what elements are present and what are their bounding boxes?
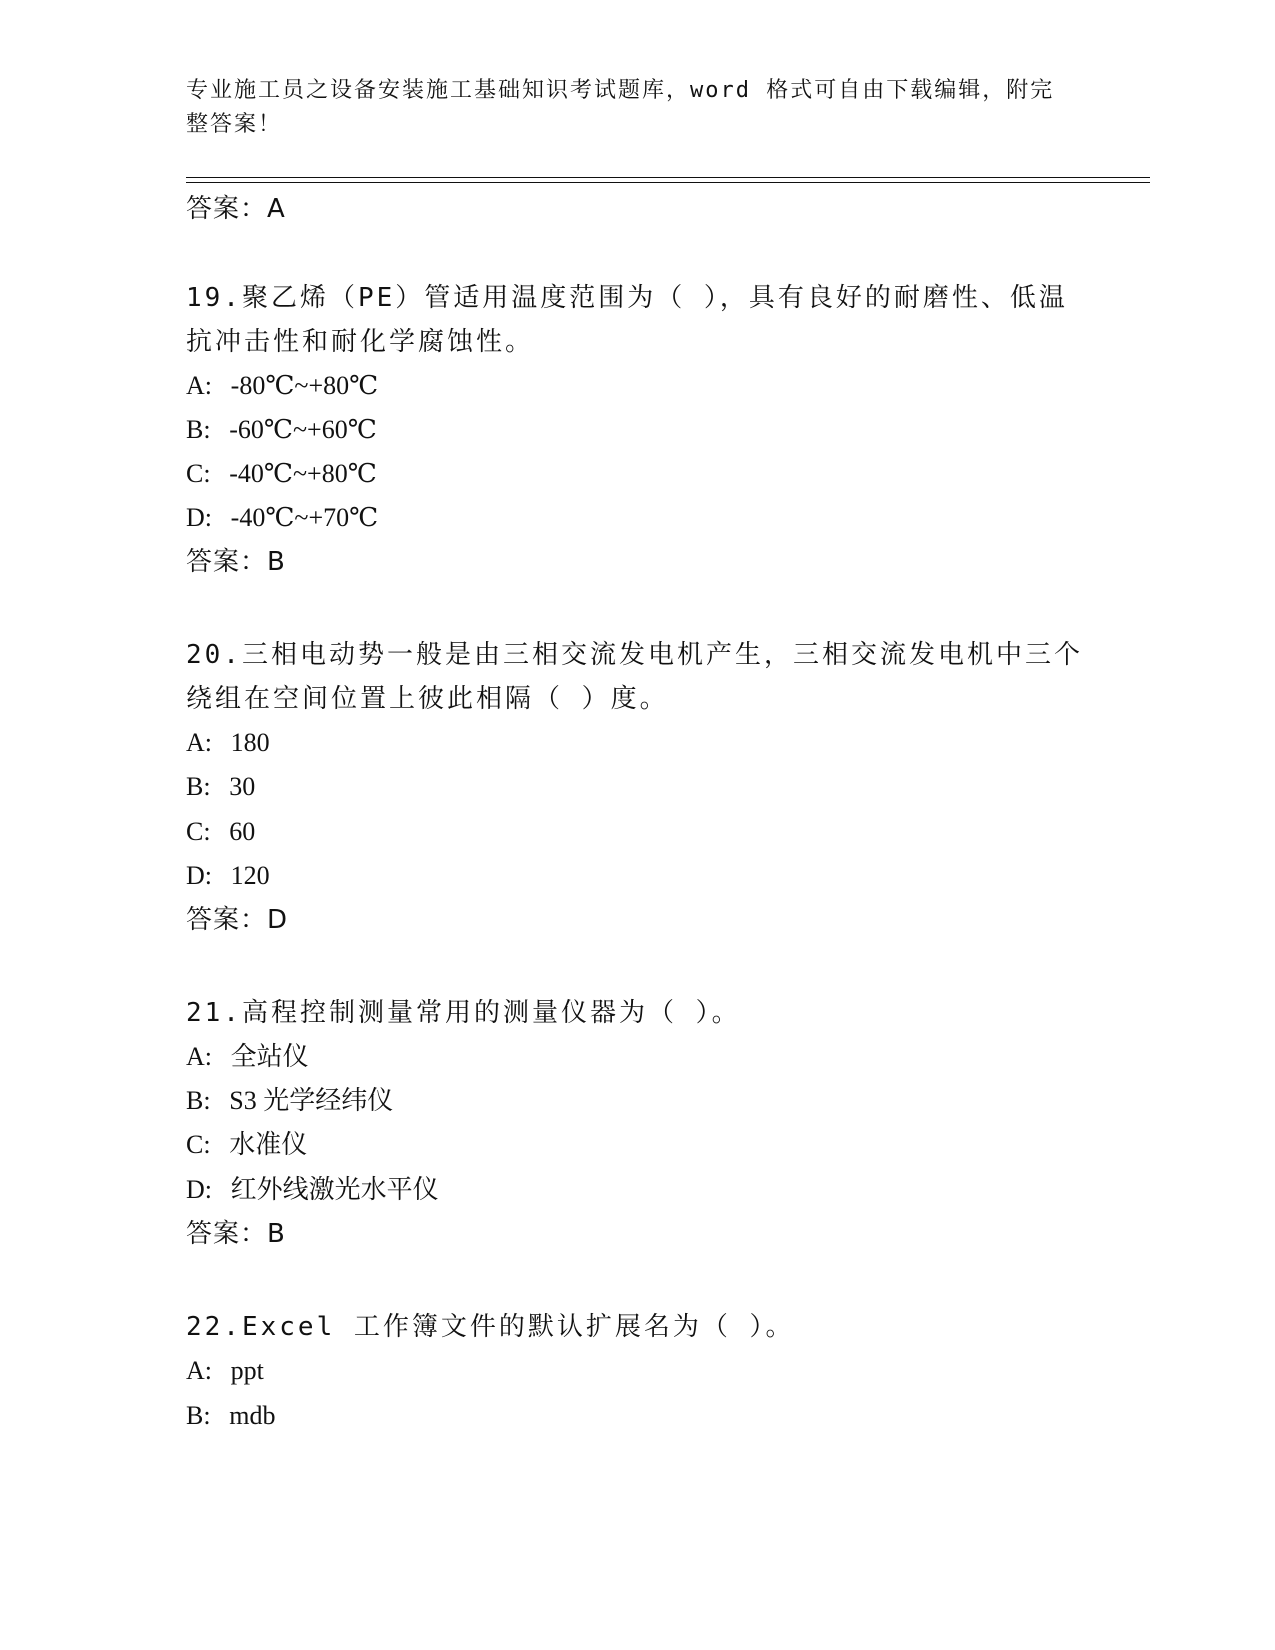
option-label: A: (186, 728, 212, 757)
option-label: C: (186, 817, 211, 846)
option-value: ppt (230, 1356, 264, 1385)
question-21-option-d (186, 1173, 439, 1207)
option-value: 60 (229, 817, 256, 846)
option-label: A: (186, 1042, 212, 1071)
option-label: D: (186, 1175, 212, 1204)
option-label: A: (186, 371, 212, 400)
option-value: 30 (229, 772, 256, 801)
question-22-option-a (186, 1354, 264, 1388)
question-19-stem-line1: 19.聚乙烯（PE）管适用温度范围为（ ），具有良好的耐磨性、低温 (186, 283, 1068, 313)
question-21-option-b (186, 1084, 393, 1118)
option-label: B: (186, 1086, 211, 1115)
question-22-option-b (186, 1399, 275, 1433)
option-label: B: (186, 415, 211, 444)
question-20-option-d (186, 859, 270, 893)
question-21-answer: 答案：B (186, 1219, 286, 1249)
option-label: D: (186, 503, 212, 532)
question-20-option-c (186, 815, 255, 849)
option-value: 120 (230, 861, 270, 890)
option-value: mdb (229, 1401, 276, 1430)
question-21-option-c (186, 1128, 307, 1162)
question-20-answer: 答案：D (186, 905, 289, 935)
question-19-option-d (186, 501, 378, 535)
option-label: C: (186, 459, 211, 488)
question-19-option-a (186, 369, 378, 403)
question-19-stem-line2: 抗冲击性和耐化学腐蚀性。 (186, 327, 535, 357)
document-header: 专业施工员之设备安装施工基础知识考试题库，word 格式可自由下载编辑，附完整答案！ (186, 78, 1055, 137)
question-21-option-a (186, 1040, 309, 1074)
question-19-answer: 答案：B (186, 547, 286, 577)
option-label: B: (186, 1401, 211, 1430)
option-value: S3 光学经纬仪 (229, 1086, 394, 1115)
option-value: 水准仪 (229, 1130, 308, 1159)
option-value: -80℃~+80℃ (230, 371, 379, 400)
option-value: 红外线激光水平仪 (230, 1175, 439, 1204)
option-value: -60℃~+60℃ (229, 415, 377, 444)
option-label: B: (186, 772, 211, 801)
previous-answer: 答案：A (186, 194, 286, 224)
question-22-stem-line1: 22.Excel 工作簿文件的默认扩展名为（ ）。 (186, 1312, 795, 1342)
option-value: -40℃~+70℃ (230, 503, 379, 532)
option-value: 180 (230, 728, 270, 757)
question-20-option-b (186, 770, 255, 804)
option-value: 全站仪 (230, 1042, 309, 1071)
question-19-option-c (186, 457, 377, 491)
question-19-option-b (186, 413, 377, 447)
option-label: D: (186, 861, 212, 890)
question-20-stem-line2: 绕组在空间位置上彼此相隔（ ）度。 (186, 684, 669, 714)
question-20-option-a (186, 726, 270, 760)
header-divider-bottom (186, 182, 1150, 183)
header-divider-top (186, 177, 1150, 178)
question-20-stem-line1: 20.三相电动势一般是由三相交流发电机产生，三相交流发电机中三个 (186, 640, 1083, 670)
option-label: A: (186, 1356, 212, 1385)
question-21-stem-line1: 21.高程控制测量常用的测量仪器为（ ）。 (186, 998, 741, 1028)
option-value: -40℃~+80℃ (229, 459, 377, 488)
option-label: C: (186, 1130, 211, 1159)
